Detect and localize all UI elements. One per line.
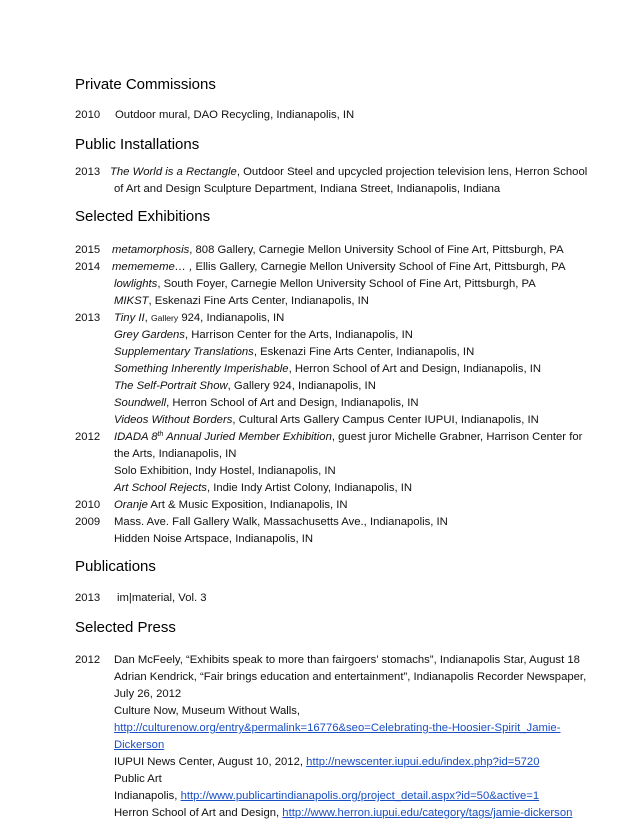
exhibition-entry bbox=[114, 361, 541, 378]
exhibition-entry: Solo Exhibition, Indy Hostel, Indianapolis, IN bbox=[114, 465, 336, 477]
press-source: Indianapolis, bbox=[114, 790, 181, 802]
exhibition-entry bbox=[112, 259, 566, 276]
exhibition-entry bbox=[114, 497, 348, 514]
exhibition-entry bbox=[114, 310, 284, 327]
press-source: IUPUI News Center, August 10, 2012, bbox=[114, 756, 307, 768]
year-2013: 2013 bbox=[75, 166, 101, 178]
heading-public-installations: Public Installations bbox=[75, 136, 200, 153]
exhibition-detail: , Eskenazi Fine Arts Center, Indianapolis, IN bbox=[253, 346, 475, 358]
year-2009: 2009 bbox=[75, 516, 101, 528]
exhibition-title: IDADA 8 bbox=[114, 431, 158, 443]
press-link-line bbox=[114, 737, 164, 754]
exhibition-entry bbox=[114, 480, 412, 497]
heading-private-commissions: Private Commissions bbox=[75, 76, 216, 93]
press-entry: Dan McFeely, “Exhibits speak to more than fairgoers’ stomachs”, Indianapolis Star, August 18 bbox=[114, 654, 580, 666]
exhibition-detail: , Eskenazi Fine Arts Center, Indianapolis, IN bbox=[148, 295, 369, 307]
exhibition-entry: Hidden Noise Artspace, Indianapolis, IN bbox=[114, 533, 314, 545]
year-2014: 2014 bbox=[75, 261, 101, 273]
press-entry: Adrian Kendrick, “Fair brings education and entertainment”, Indianapolis Recorder Newspaper, bbox=[114, 671, 587, 683]
year-2012: 2012 bbox=[75, 431, 101, 443]
culturenow-link[interactable]: http://culturenow.org/entry&permalink=16776&seo=Celebrating-the-Hoosier-Spirit_Jamie- bbox=[114, 722, 561, 734]
heading-selected-exhibitions: Selected Exhibitions bbox=[75, 208, 211, 225]
herron-link[interactable]: http://www.herron.iupui.edu/category/tags/jamie-dickerson bbox=[282, 807, 573, 819]
year-2010: 2010 bbox=[75, 109, 101, 121]
exhibition-entry bbox=[114, 429, 582, 446]
exhibition-detail: , 808 Gallery, Carnegie Mellon University School of Fine Art, Pittsburgh, PA bbox=[189, 244, 564, 256]
year-2015: 2015 bbox=[75, 244, 101, 256]
press-entry: Culture Now, Museum Without Walls, bbox=[114, 705, 301, 717]
exhibition-entry bbox=[114, 395, 419, 412]
commission-entry: Outdoor mural, DAO Recycling, Indianapolis, IN bbox=[115, 109, 355, 121]
exhibition-detail: , Herron School of Art and Design, Indianapolis, IN bbox=[288, 363, 542, 375]
exhibition-title: MIKST bbox=[114, 295, 149, 307]
exhibition-entry bbox=[112, 242, 564, 259]
exhibition-title: lowlights bbox=[114, 278, 158, 290]
exhibition-entry bbox=[114, 293, 369, 310]
year-2013: 2013 bbox=[75, 312, 101, 324]
press-entry bbox=[114, 754, 540, 771]
heading-selected-press: Selected Press bbox=[75, 619, 176, 636]
exhibition-entry bbox=[114, 276, 536, 293]
separator: , bbox=[144, 312, 151, 324]
exhibition-detail: , Herron School of Art and Design, Indianapolis, IN bbox=[166, 397, 419, 409]
heading-publications: Publications bbox=[75, 558, 156, 575]
exhibition-detail: 924, Indianapolis, IN bbox=[178, 312, 285, 324]
publication-entry: im|material, Vol. 3 bbox=[117, 592, 207, 604]
press-entry: Public Art bbox=[114, 773, 162, 785]
press-entry bbox=[114, 788, 539, 805]
press-entry bbox=[114, 805, 572, 822]
exhibition-entry bbox=[114, 412, 539, 429]
publicart-link[interactable]: http://www.publicartindianapolis.org/project_detail.aspx?id=50&active=1 bbox=[180, 790, 540, 802]
exhibition-detail: , Cultural Arts Gallery Campus Center IUPUI, Indianapolis, IN bbox=[232, 414, 539, 426]
exhibition-title: Supplementary Translations bbox=[114, 346, 254, 358]
exhibition-title: The Self-Portrait Show bbox=[114, 380, 228, 392]
exhibition-title: Videos Without Borders bbox=[114, 414, 233, 426]
exhibition-title: Soundwell bbox=[114, 397, 167, 409]
year-2012: 2012 bbox=[75, 654, 101, 666]
exhibition-detail: Ellis Gallery, Carnegie Mellon University School of Fine Art, Pittsburgh, PA bbox=[192, 261, 566, 273]
exhibition-title: Art School Rejects bbox=[114, 482, 207, 494]
press-source: Herron School of Art and Design, bbox=[114, 807, 283, 819]
exhibition-title: Oranje bbox=[114, 499, 148, 511]
exhibition-title: metamorphosis bbox=[112, 244, 190, 256]
exhibition-detail: Art & Music Exposition, Indianapolis, IN bbox=[147, 499, 348, 511]
year-2013: 2013 bbox=[75, 592, 101, 604]
press-entry-cont: July 26, 2012 bbox=[114, 688, 182, 700]
exhibition-title-cont: Annual Juried Member Exhibition bbox=[163, 431, 332, 443]
iupui-news-link[interactable]: http://newscenter.iupui.edu/index.php?id=5720 bbox=[306, 756, 540, 768]
exhibition-entry bbox=[114, 344, 474, 361]
installation-entry-cont: of Art and Design Sculpture Department, Indiana Street, Indianapolis, Indiana bbox=[114, 183, 501, 195]
ordinal-suffix: th bbox=[157, 431, 164, 438]
installation-detail: , Outdoor Steel and upcycled projection television lens, Herron School bbox=[236, 166, 588, 178]
exhibition-entry bbox=[114, 378, 376, 395]
installation-entry bbox=[110, 164, 587, 181]
exhibition-entry-cont: the Arts, Indianapolis, IN bbox=[114, 448, 237, 460]
exhibition-title: Grey Gardens bbox=[114, 329, 185, 341]
gallery-word: Gallery bbox=[150, 313, 179, 323]
exhibition-title: Tiny II bbox=[114, 312, 145, 324]
exhibition-title: Something Inherently Imperishable bbox=[114, 363, 289, 375]
exhibition-detail: , Harrison Center for the Arts, Indianapolis, IN bbox=[184, 329, 413, 341]
exhibition-detail: , guest juror Michelle Grabner, Harrison Center for bbox=[331, 431, 583, 443]
exhibition-detail: , Gallery 924, Indianapolis, IN bbox=[227, 380, 376, 392]
culturenow-link-cont[interactable]: Dickerson bbox=[114, 739, 165, 751]
exhibition-detail: , South Foyer, Carnegie Mellon University School of Fine Art, Pittsburgh, PA bbox=[157, 278, 536, 290]
exhibition-entry bbox=[114, 327, 413, 344]
exhibition-title: memememe… , bbox=[112, 261, 193, 273]
exhibition-entry: Mass. Ave. Fall Gallery Walk, Massachusetts Ave., Indianapolis, IN bbox=[114, 516, 448, 528]
exhibition-detail: , Indie Indy Artist Colony, Indianapolis, IN bbox=[206, 482, 413, 494]
press-link-line bbox=[114, 720, 560, 737]
year-2010: 2010 bbox=[75, 499, 101, 511]
installation-title: The World is a Rectangle bbox=[110, 166, 237, 178]
